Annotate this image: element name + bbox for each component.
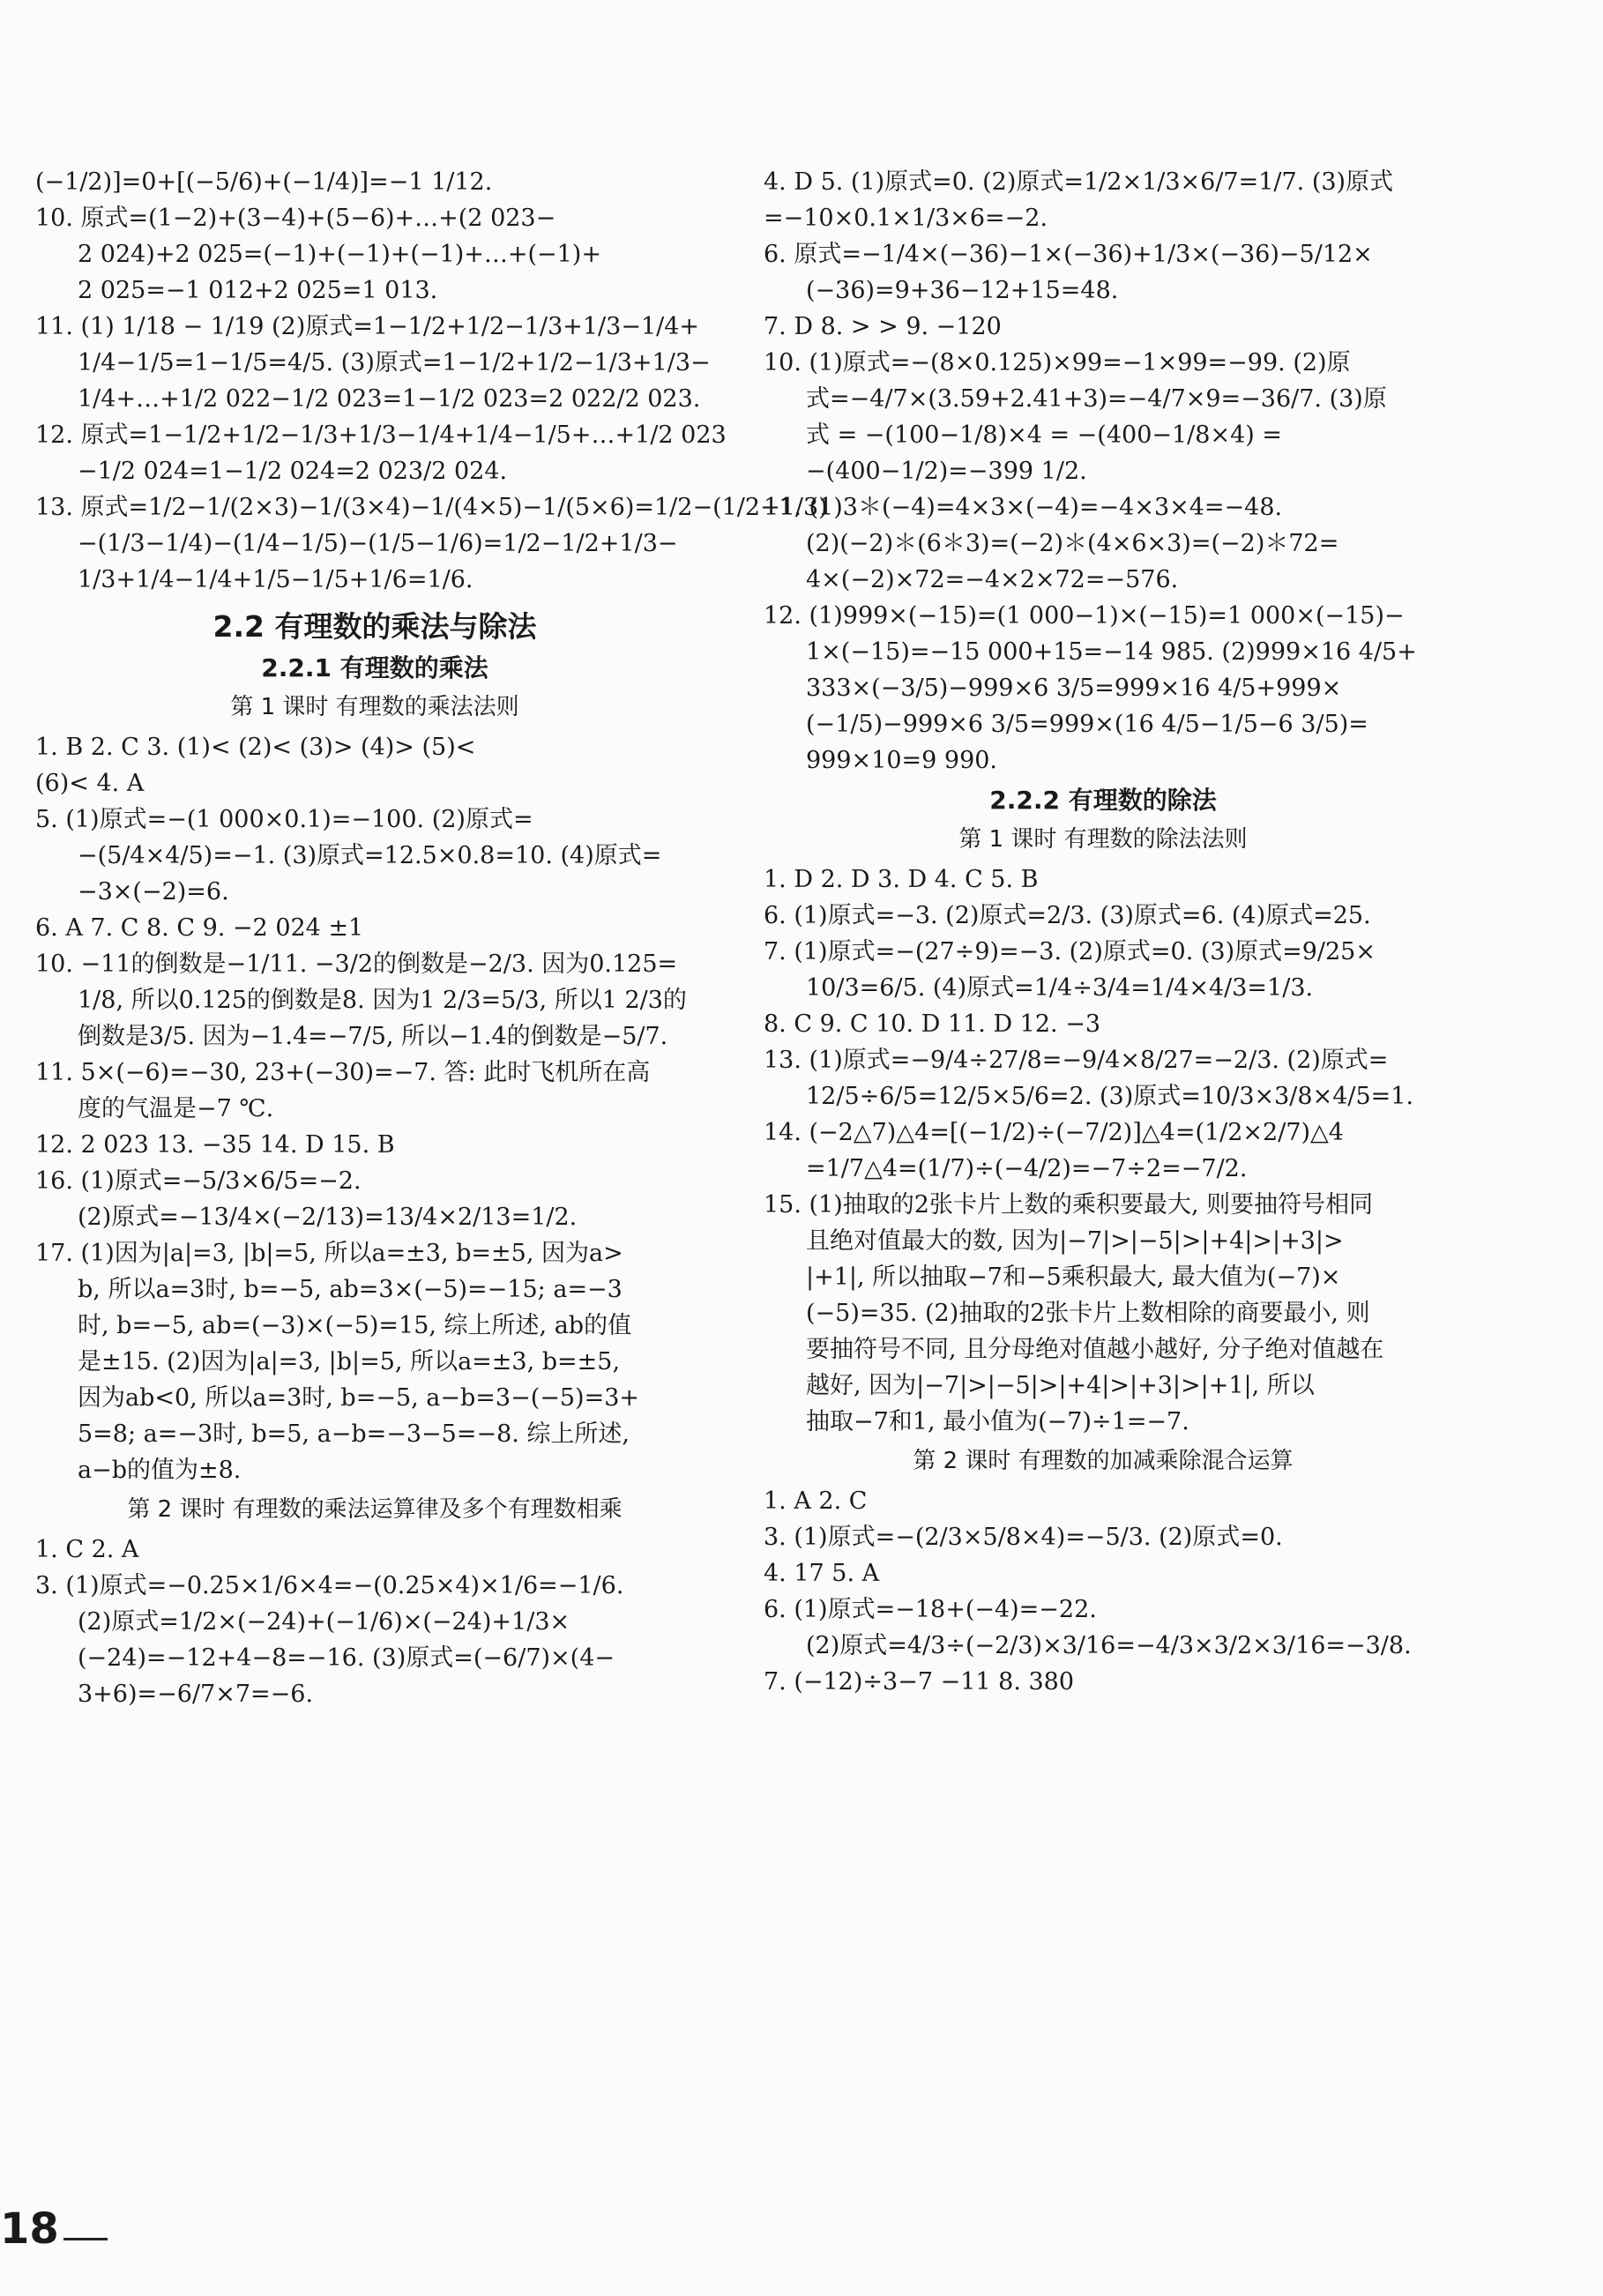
answer-line: 11. 5×(−6)=−30, 23+(−30)=−7. 答: 此时飞机所在高 — [35, 1059, 651, 1086]
answer-line: (−36)=9+36−12+15=48. — [806, 277, 1119, 304]
answer-line: −(400−1/2)=−399 1/2. — [806, 458, 1087, 485]
answer-line: 倒数是3/5. 因为−1.4=−7/5, 所以−1.4的倒数是−5/7. — [78, 1023, 668, 1050]
answer-line: 时, b=−5, ab=(−3)×(−5)=15, 综上所述, ab的值 — [78, 1312, 632, 1339]
answer-line: 8. C 9. C 10. D 11. D 12. −3 — [764, 1010, 1100, 1038]
answer-line: =1/7△4=(1/7)÷(−4/2)=−7÷2=−7/2. — [806, 1155, 1248, 1182]
answer-line: 13. (1)原式=−9/4÷27/8=−9/4×8/27=−2/3. (2)原式= — [764, 1047, 1389, 1074]
answer-line: 1. A 2. C — [764, 1487, 868, 1515]
answer-line: 7. (−12)÷3−7 −11 8. 380 — [764, 1668, 1075, 1696]
answer-line: 999×10=9 990. — [806, 747, 998, 774]
answer-line: 6. (1)原式=−18+(−4)=−22. — [764, 1596, 1097, 1623]
answer-line: 度的气温是−7 ℃. — [78, 1095, 274, 1122]
answer-line: 1/8, 所以0.125的倒数是8. 因为1 2/3=5/3, 所以1 2/3的 — [78, 987, 687, 1014]
answer-line: 12. 原式=1−1/2+1/2−1/3+1/3−1/4+1/4−1/5+…+1/2 023 — [35, 421, 727, 449]
lesson-heading: 第 1 课时 有理数的乘法法则 — [230, 694, 519, 720]
answer-line: (2)原式=1/2×(−24)+(−1/6)×(−24)+1/3× — [78, 1608, 570, 1636]
answer-line: 11. (1)3＊(−4)=4×3×(−4)=−4×3×4=−48. — [764, 494, 1283, 521]
answer-line: 1. D 2. D 3. D 4. C 5. B — [764, 866, 1039, 893]
answer-line: 且绝对值最大的数, 因为|−7|>|−5|>|+4|>|+3|> — [806, 1227, 1344, 1255]
answer-line: 15. (1)抽取的2张卡片上数的乘积要最大, 则要抽符号相同 — [764, 1191, 1374, 1219]
answer-line: 4. 17 5. A — [764, 1560, 880, 1587]
answer-line: 10. −11的倒数是−1/11. −3/2的倒数是−2/3. 因为0.125= — [35, 950, 678, 978]
section-heading: 2.2 有理数的乘法与除法 — [212, 609, 537, 644]
answer-line: (2)(−2)＊(6＊3)=(−2)＊(4×6×3)=(−2)＊72= — [806, 530, 1339, 557]
answer-line: 3. (1)原式=−(2/3×5/8×4)=−5/3. (2)原式=0. — [764, 1524, 1283, 1551]
answer-line: (−1/2)]=0+[(−5/6)+(−1/4)]=−1 1/12. — [35, 168, 493, 196]
answer-line: b, 所以a=3时, b=−5, ab=3×(−5)=−15; a=−3 — [78, 1276, 623, 1303]
answer-line: 2 024)+2 025=(−1)+(−1)+(−1)+…+(−1)+ — [78, 241, 601, 268]
answer-line: 333×(−3/5)−999×6 3/5=999×16 4/5+999× — [806, 675, 1342, 702]
answer-line: 12. 2 023 13. −35 14. D 15. B — [35, 1131, 395, 1159]
answer-line: a−b的值为±8. — [78, 1457, 242, 1484]
answer-line: 1/4−1/5=1−1/5=4/5. (3)原式=1−1/2+1/2−1/3+1/3− — [78, 349, 711, 376]
answer-line: 1. B 2. C 3. (1)< (2)< (3)> (4)> (5)< — [35, 734, 476, 761]
answer-line: 12/5÷6/5=12/5×5/6=2. (3)原式=10/3×3/8×4/5=1. — [806, 1083, 1414, 1110]
answer-line: 因为ab<0, 所以a=3时, b=−5, a−b=3−(−5)=3+ — [78, 1384, 640, 1412]
answer-line: (2)原式=−13/4×(−2/13)=13/4×2/13=1/2. — [78, 1204, 578, 1231]
lesson-heading: 第 1 课时 有理数的除法法则 — [958, 826, 1248, 853]
answer-line: 14. (−2△7)△4=[(−1/2)÷(−7/2)]△4=(1/2×2/7)△4 — [764, 1119, 1344, 1146]
answer-line: 式 = −(100−1/8)×4 = −(400−1/8×4) = — [806, 421, 1282, 449]
answer-line: 10. 原式=(1−2)+(3−4)+(5−6)+…+(2 023− — [35, 205, 556, 232]
answer-line: 6. 原式=−1/4×(−36)−1×(−36)+1/3×(−36)−5/12× — [764, 241, 1373, 268]
answer-line: 5. (1)原式=−(1 000×0.1)=−100. (2)原式= — [35, 806, 533, 833]
answer-line: 抽取−7和1, 最小值为(−7)÷1=−7. — [806, 1408, 1189, 1435]
answer-line: (2)原式=4/3÷(−2/3)×3/16=−4/3×3/2×3/16=−3/8. — [806, 1632, 1412, 1659]
answer-line: 越好, 因为|−7|>|−5|>|+4|>|+3|>|+1|, 所以 — [806, 1372, 1315, 1399]
answer-line: −(5/4×4/5)=−1. (3)原式=12.5×0.8=10. (4)原式= — [78, 842, 662, 869]
answer-line: 2 025=−1 012+2 025=1 013. — [78, 277, 438, 304]
answer-line: (−24)=−12+4−8=−16. (3)原式=(−6/7)×(4− — [78, 1644, 615, 1672]
answer-line: 是±15. (2)因为|a|=3, |b|=5, 所以a=±3, b=±5, — [78, 1348, 621, 1375]
lesson-heading: 第 2 课时 有理数的加减乘除混合运算 — [913, 1448, 1294, 1474]
answer-line: |+1|, 所以抽取−7和−5乘积最大, 最大值为(−7)× — [806, 1264, 1341, 1291]
answer-line: 1/3+1/4−1/4+1/5−1/5+1/6=1/6. — [78, 566, 473, 593]
answer-line: 1×(−15)=−15 000+15=−14 985. (2)999×16 4/5+ — [806, 638, 1417, 666]
answer-line: −1/2 024=1−1/2 024=2 023/2 024. — [78, 458, 508, 485]
answer-line: 5=8; a=−3时, b=5, a−b=−3−5=−8. 综上所述, — [78, 1420, 630, 1448]
answer-line: 7. (1)原式=−(27÷9)=−3. (2)原式=0. (3)原式=9/25× — [764, 938, 1376, 965]
answer-line: 4. D 5. (1)原式=0. (2)原式=1/2×1/3×6/7=1/7. (3)原式 — [764, 168, 1394, 196]
subsection-heading: 2.2.2 有理数的除法 — [989, 786, 1217, 815]
answer-line: (−5)=35. (2)抽取的2张卡片上数相除的商要最小, 则 — [806, 1300, 1370, 1327]
answer-line: 1. C 2. A — [35, 1536, 139, 1563]
answer-line: 3+6)=−6/7×7=−6. — [78, 1681, 314, 1708]
answer-line: =−10×0.1×1/3×6=−2. — [764, 205, 1048, 232]
answer-line: (−1/5)−999×6 3/5=999×(16 4/5−1/5−6 3/5)= — [806, 711, 1368, 738]
right-column — [764, 164, 1443, 1700]
answer-line: 13. 原式=1/2−1/(2×3)−1/(3×4)−1/(4×5)−1/(5×6)=1/2−(1/2−1/3) — [35, 494, 828, 521]
answer-line: 6. A 7. C 8. C 9. −2 024 ±1 — [35, 914, 364, 942]
answer-line: (6)< 4. A — [35, 770, 145, 797]
page-number: 18 — [0, 2204, 59, 2254]
answer-line: 6. (1)原式=−3. (2)原式=2/3. (3)原式=6. (4)原式=25. — [764, 902, 1371, 929]
answer-line: 12. (1)999×(−15)=(1 000−1)×(−15)=1 000×(−15)− — [764, 602, 1405, 630]
answer-line: 3. (1)原式=−0.25×1/6×4=−(0.25×4)×1/6=−1/6. — [35, 1572, 624, 1599]
answer-line: 1/4+…+1/2 022−1/2 023=1−1/2 023=2 022/2 023. — [78, 385, 701, 413]
subsection-heading: 2.2.1 有理数的乘法 — [261, 653, 488, 682]
answer-line: 4×(−2)×72=−4×2×72=−576. — [806, 566, 1179, 593]
lesson-heading: 第 2 课时 有理数的乘法运算律及多个有理数相乘 — [127, 1496, 623, 1523]
answer-line: 17. (1)因为|a|=3, |b|=5, 所以a=±3, b=±5, 因为a> — [35, 1240, 623, 1267]
answer-line: 16. (1)原式=−5/3×6/5=−2. — [35, 1167, 362, 1195]
answer-line: 10. (1)原式=−(8×0.125)×99=−1×99=−99. (2)原 — [764, 349, 1351, 376]
answer-line: 要抽符号不同, 且分母绝对值越小越好, 分子绝对值越在 — [806, 1336, 1384, 1363]
answer-line: 11. (1) 1/18 − 1/19 (2)原式=1−1/2+1/2−1/3+1/3−1/4+ — [35, 313, 700, 340]
answer-line: −(1/3−1/4)−(1/4−1/5)−(1/5−1/6)=1/2−1/2+1/3− — [78, 530, 678, 557]
answer-line: 式=−4/7×(3.59+2.41+3)=−4/7×9=−36/7. (3)原 — [806, 385, 1387, 413]
answer-line: 10/3=6/5. (4)原式=1/4÷3/4=1/4×4/3=1/3. — [806, 974, 1314, 1002]
answer-line: −3×(−2)=6. — [78, 878, 229, 906]
answer-line: 7. D 8. > > 9. −120 — [764, 313, 1002, 340]
page-number-rule — [63, 2238, 108, 2240]
